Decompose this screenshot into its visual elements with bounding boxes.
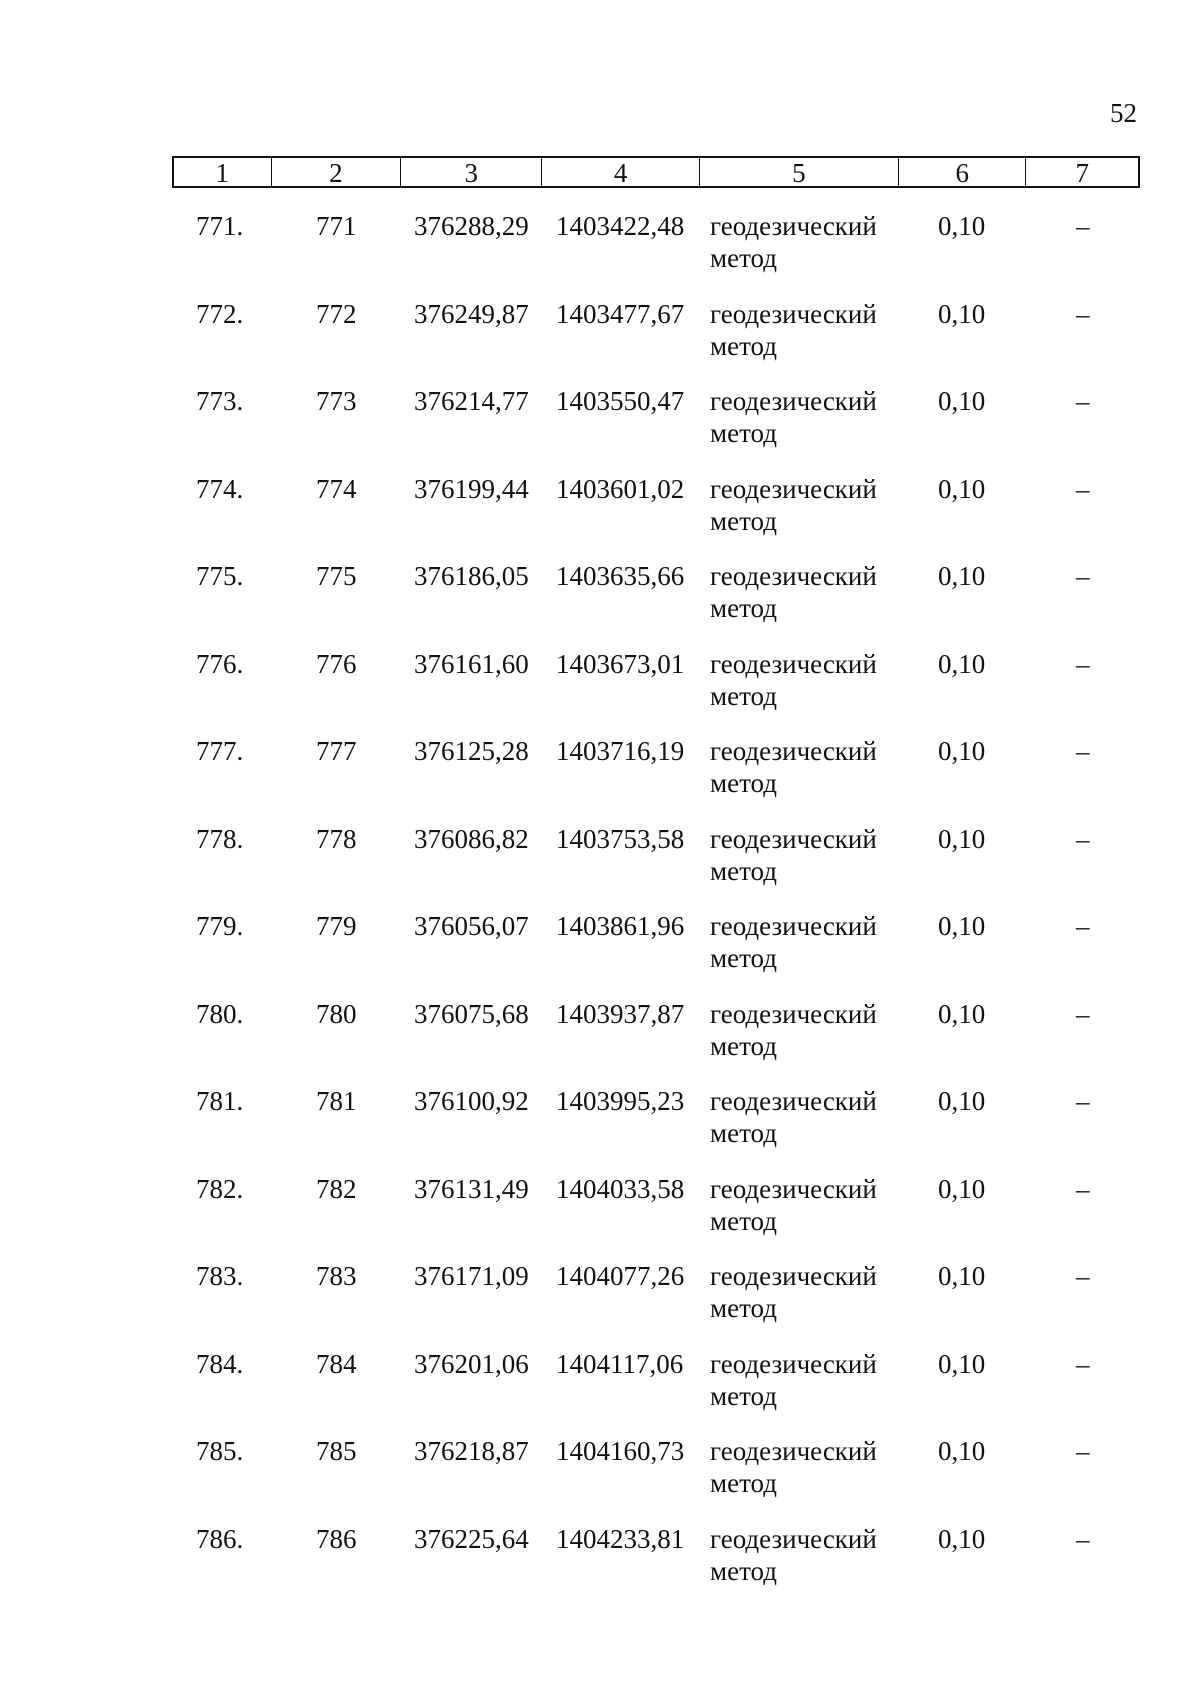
cell-coord-x: 376201,06 — [414, 1348, 529, 1379]
cell-row-number: 771. — [196, 211, 244, 241]
table-row — [172, 998, 1140, 1086]
cell-note: – — [1076, 648, 1090, 679]
cell-point-id: 778 — [316, 823, 357, 854]
cell-method: геодезический метод — [710, 561, 877, 623]
cell-point-id: 774 — [316, 473, 357, 504]
cell-coord-x: 376125,28 — [414, 736, 529, 766]
cell-note: – — [1076, 911, 1090, 941]
table-row — [172, 1523, 1140, 1611]
table-row — [172, 385, 1140, 473]
cell-note: – — [1076, 211, 1090, 241]
cell-point-id: 785 — [316, 1436, 357, 1466]
cell-method: геодезический метод — [710, 211, 877, 273]
cell-row-number: 779. — [196, 911, 244, 941]
cell-coord-y: 1403601,02 — [556, 473, 685, 504]
cell-method: геодезический метод — [710, 1436, 877, 1498]
cell-note: – — [1076, 736, 1090, 766]
cell-point-id: 782 — [316, 1173, 357, 1204]
table-row — [172, 1435, 1140, 1523]
cell-coord-x: 376214,77 — [414, 386, 529, 416]
cell-accuracy: 0,10 — [938, 1436, 986, 1466]
cell-point-id: 776 — [316, 648, 357, 679]
cell-row-number: 772. — [196, 298, 244, 329]
cell-method: геодезический метод — [710, 1523, 877, 1586]
cell-accuracy: 0,10 — [938, 1173, 986, 1204]
table-row — [172, 823, 1140, 911]
table-row — [172, 735, 1140, 823]
cell-note: – — [1076, 386, 1090, 416]
cell-accuracy: 0,10 — [938, 998, 986, 1029]
cell-coord-x: 376186,05 — [414, 561, 529, 591]
header-col-4: 4 — [542, 158, 699, 186]
cell-coord-y: 1404160,73 — [556, 1436, 685, 1466]
table-row — [172, 910, 1140, 998]
cell-row-number: 777. — [196, 736, 244, 766]
cell-method: геодезический метод — [710, 736, 877, 798]
cell-method: геодезический метод — [710, 386, 877, 448]
cell-coord-y: 1403673,01 — [556, 648, 685, 679]
cell-method: геодезический метод — [710, 1348, 877, 1411]
cell-coord-y: 1403550,47 — [556, 386, 685, 416]
cell-row-number: 774. — [196, 473, 244, 504]
cell-coord-x: 376086,82 — [414, 823, 529, 854]
cell-coord-y: 1404117,06 — [556, 1348, 684, 1379]
table-row — [172, 298, 1140, 386]
cell-method: геодезический метод — [710, 998, 877, 1061]
cell-row-number: 783. — [196, 1261, 244, 1291]
cell-accuracy: 0,10 — [938, 386, 986, 416]
cell-row-number: 780. — [196, 998, 244, 1029]
cell-coord-x: 376288,29 — [414, 211, 529, 241]
header-col-3: 3 — [401, 158, 542, 186]
cell-method: геодезический метод — [710, 298, 877, 361]
cell-coord-y: 1404077,26 — [556, 1261, 685, 1291]
page-number: 52 — [1110, 98, 1137, 128]
cell-accuracy: 0,10 — [938, 298, 986, 329]
cell-coord-x: 376218,87 — [414, 1436, 529, 1466]
cell-note: – — [1076, 298, 1090, 329]
cell-note: – — [1076, 1436, 1090, 1466]
cell-point-id: 772 — [316, 298, 357, 329]
cell-row-number: 776. — [196, 648, 244, 679]
cell-note: – — [1076, 1261, 1090, 1291]
cell-row-number: 784. — [196, 1348, 244, 1379]
cell-row-number: 778. — [196, 823, 244, 854]
table-row — [172, 648, 1140, 736]
table-row — [172, 473, 1140, 561]
cell-note: – — [1076, 823, 1090, 854]
cell-row-number: 782. — [196, 1173, 244, 1204]
cell-accuracy: 0,10 — [938, 211, 986, 241]
cell-coord-x: 376249,87 — [414, 298, 529, 329]
cell-method: геодезический метод — [710, 1086, 877, 1148]
cell-coord-x: 376075,68 — [414, 998, 529, 1029]
cell-note: – — [1076, 1173, 1090, 1204]
cell-row-number: 786. — [196, 1523, 244, 1554]
cell-coord-y: 1403753,58 — [556, 823, 685, 854]
cell-coord-y: 1403422,48 — [556, 211, 685, 241]
cell-accuracy: 0,10 — [938, 1086, 986, 1116]
cell-point-id: 779 — [316, 911, 357, 941]
table-row — [172, 1173, 1140, 1261]
header-col-5: 5 — [700, 158, 899, 186]
cell-coord-x: 376199,44 — [414, 473, 529, 504]
cell-point-id: 780 — [316, 998, 357, 1029]
cell-note: – — [1076, 1348, 1090, 1379]
cell-point-id: 775 — [316, 561, 357, 591]
cell-point-id: 771 — [316, 211, 357, 241]
header-col-2: 2 — [272, 158, 401, 186]
cell-note: – — [1076, 1523, 1090, 1554]
cell-accuracy: 0,10 — [938, 648, 986, 679]
cell-coord-y: 1404033,58 — [556, 1173, 685, 1204]
cell-method: геодезический метод — [710, 473, 877, 536]
cell-accuracy: 0,10 — [938, 823, 986, 854]
cell-row-number: 775. — [196, 561, 244, 591]
cell-note: – — [1076, 561, 1090, 591]
cell-accuracy: 0,10 — [938, 1523, 986, 1554]
table-row — [172, 1085, 1140, 1173]
cell-accuracy: 0,10 — [938, 736, 986, 766]
cell-point-id: 777 — [316, 736, 357, 766]
table-row — [172, 210, 1140, 298]
cell-coord-y: 1403861,96 — [556, 911, 685, 941]
cell-coord-x: 376131,49 — [414, 1173, 529, 1204]
cell-accuracy: 0,10 — [938, 561, 986, 591]
cell-coord-x: 376056,07 — [414, 911, 529, 941]
header-col-7: 7 — [1075, 158, 1089, 188]
cell-note: – — [1076, 1086, 1090, 1116]
cell-note: – — [1076, 998, 1090, 1029]
cell-point-id: 773 — [316, 386, 357, 416]
cell-accuracy: 0,10 — [938, 1261, 986, 1291]
cell-method: геодезический метод — [710, 648, 877, 711]
cell-accuracy: 0,10 — [938, 911, 986, 941]
cell-coord-y: 1403937,87 — [556, 998, 685, 1029]
header-col-6: 6 — [899, 158, 1026, 186]
cell-point-id: 786 — [316, 1523, 357, 1554]
cell-note: – — [1076, 473, 1090, 504]
cell-coord-y: 1403635,66 — [556, 561, 685, 591]
cell-coord-x: 376161,60 — [414, 648, 529, 679]
cell-coord-y: 1403995,23 — [556, 1086, 685, 1116]
cell-row-number: 773. — [196, 386, 244, 416]
cell-coord-x: 376171,09 — [414, 1261, 529, 1291]
cell-method: геодезический метод — [710, 823, 877, 886]
cell-accuracy: 0,10 — [938, 1348, 986, 1379]
header-col-1: 1 — [174, 158, 272, 186]
cell-method: геодезический метод — [710, 1261, 877, 1323]
cell-method: геодезический метод — [710, 911, 877, 973]
table-row — [172, 1260, 1140, 1348]
cell-coord-y: 1403716,19 — [556, 736, 685, 766]
table-header — [172, 156, 1140, 188]
table-body — [172, 210, 1140, 1610]
cell-row-number: 781. — [196, 1086, 244, 1116]
table-row — [172, 1348, 1140, 1436]
cell-point-id: 783 — [316, 1261, 357, 1291]
cell-point-id: 781 — [316, 1086, 357, 1116]
table-row — [172, 560, 1140, 648]
cell-accuracy: 0,10 — [938, 473, 986, 504]
cell-coord-y: 1403477,67 — [556, 298, 685, 329]
cell-coord-x: 376100,92 — [414, 1086, 529, 1116]
cell-coord-x: 376225,64 — [414, 1523, 529, 1554]
cell-method: геодезический метод — [710, 1173, 877, 1236]
cell-coord-y: 1404233,81 — [556, 1523, 685, 1554]
cell-row-number: 785. — [196, 1436, 244, 1466]
cell-point-id: 784 — [316, 1348, 357, 1379]
